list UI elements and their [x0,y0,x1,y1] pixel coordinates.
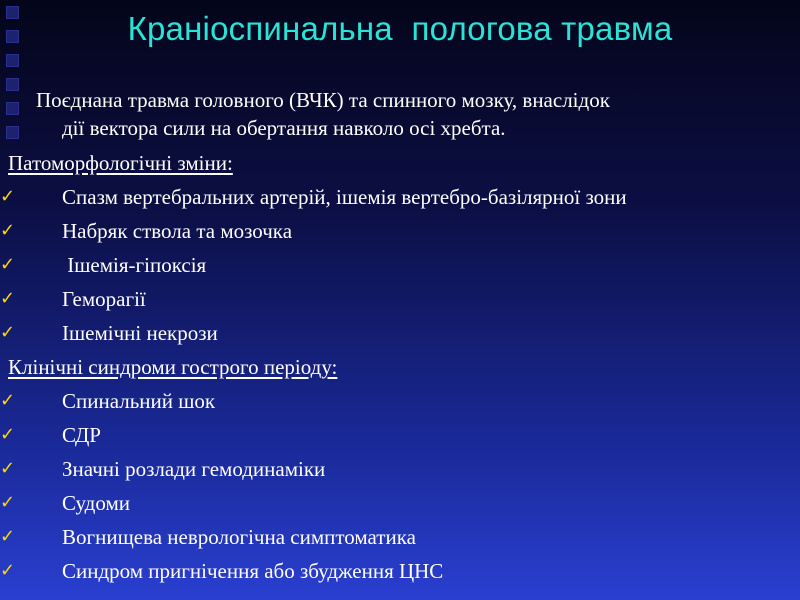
decorative-square [6,126,19,139]
checkmark-icon: ✓ [0,186,16,207]
intro-line-2: дії вектора сили на обертання навколо осі хребта. [62,116,506,140]
decorative-square [6,102,19,115]
slide-title: Краніоспинальна пологова травма [127,10,673,47]
list-item [0,214,800,248]
checkmark-icon: ✓ [0,220,16,241]
list-item-text: Спинальний шок [62,389,216,413]
checkmark-icon: ✓ [0,526,16,547]
checkmark-icon: ✓ [0,254,16,275]
list-item-text: Синдром пригнічення або збудження ЦНС [62,559,444,583]
intro-paragraph [36,86,796,142]
list-item-text: Ішемія-гіпоксія [62,253,207,277]
list-item [0,248,800,282]
list-item [0,520,800,554]
list-item [0,282,800,316]
checkmark-icon: ✓ [0,458,16,479]
decorative-square [6,54,19,67]
list-item [0,554,800,588]
list-item-text: СДР [62,423,101,447]
checkmark-icon: ✓ [0,424,16,445]
checkmark-icon: ✓ [0,322,16,343]
checkmark-icon: ✓ [0,560,16,581]
list-item-text: Вогнищева неврологічна симптоматика [62,525,416,549]
list-item [0,316,800,350]
decorative-square [6,78,19,91]
section-heading-pathomorphology: Патоморфологічні зміни: [8,151,233,175]
list-item [0,180,800,214]
list-item-text: Спазм вертебральних артерій, ішемія вертебро-базілярної зони [62,185,627,209]
list-item [0,384,800,418]
list-item-text: Геморагії [62,287,146,311]
list-item-text: Значні розлади гемодинаміки [62,457,326,481]
checkmark-icon: ✓ [0,492,16,513]
list-item [0,452,800,486]
section-heading-clinical-syndromes: Клінічні синдроми гострого періоду: [8,355,338,379]
checkmark-icon: ✓ [0,288,16,309]
list-item [0,418,800,452]
intro-line-1: Поєднана травма головного (ВЧК) та спинного мозку, внаслідок [36,88,610,112]
list-item-text: Судоми [62,491,130,515]
list-item-text: Ішемічні некрози [62,321,218,345]
checkmark-icon: ✓ [0,390,16,411]
list-item [0,486,800,520]
list-item-text: Набряк ствола та мозочка [62,219,293,243]
